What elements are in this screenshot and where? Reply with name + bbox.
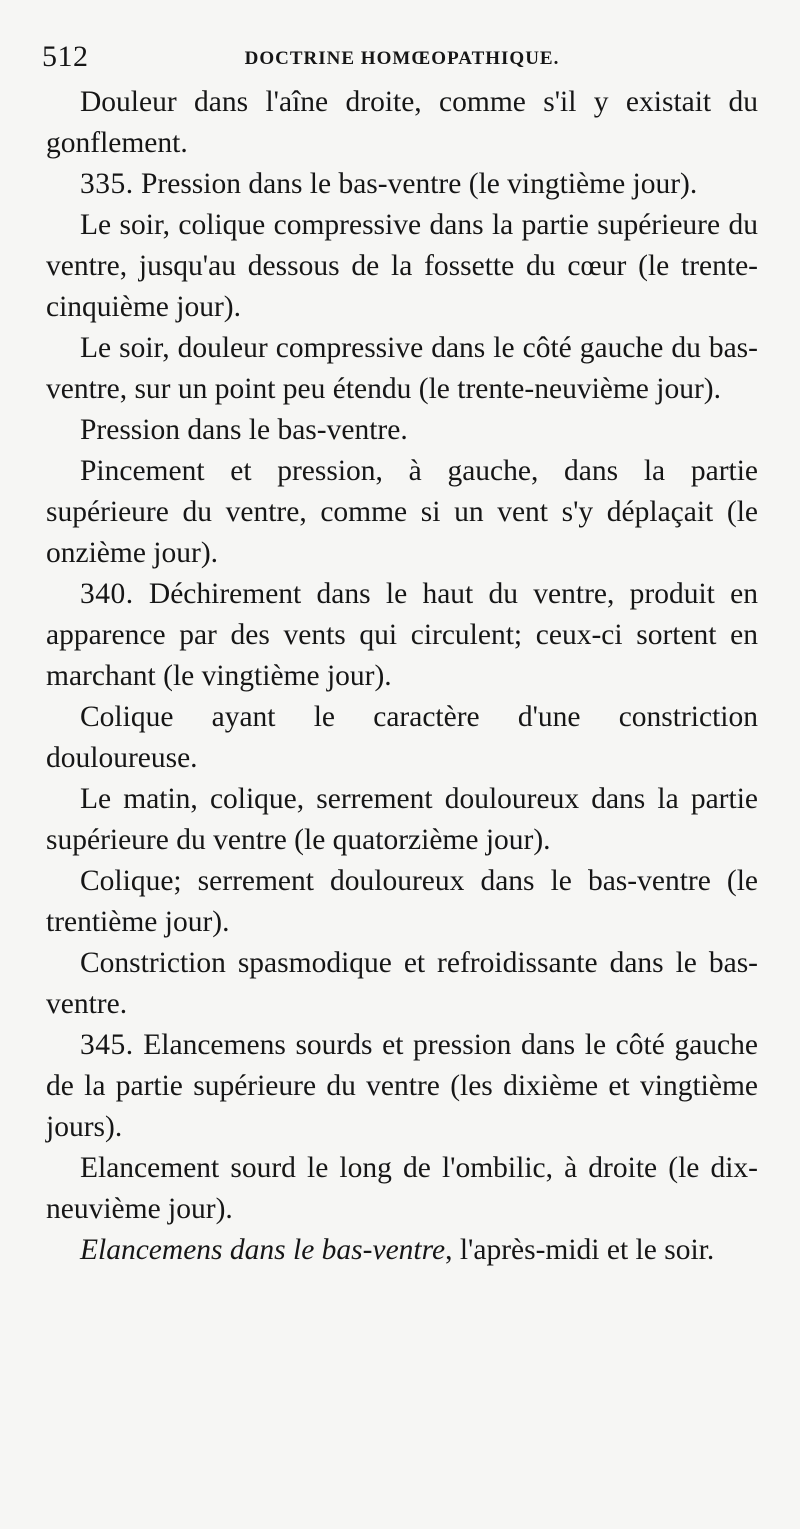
paragraph xyxy=(46,410,758,451)
paragraph-text: Constriction spasmodique et refroidissante dans le bas-ventre. xyxy=(46,947,758,1020)
paragraph-text: Colique; serrement douloureux dans le bas-ventre (le trentième jour). xyxy=(46,865,758,938)
paragraph-text: , l'après-midi et le soir. xyxy=(445,1234,715,1266)
paragraph xyxy=(46,328,758,410)
paragraph xyxy=(46,451,758,574)
paragraph xyxy=(46,164,758,205)
paragraph-number: 335. xyxy=(80,168,134,200)
paragraph xyxy=(46,82,758,164)
paragraph-number: 345. xyxy=(80,1029,134,1061)
paragraph-text: Pression dans le bas-ventre. xyxy=(80,414,408,446)
page-number: 512 xyxy=(42,40,89,73)
paragraph-text: Déchirement dans le haut du ventre, produit en apparence par des vents qui circulent; ceux-ci sortent en marchant (le vingtième jour). xyxy=(46,578,758,692)
paragraph-number: 340. xyxy=(80,578,134,610)
paragraph xyxy=(46,205,758,328)
paragraph xyxy=(46,1230,758,1271)
paragraph-text: Le matin, colique, serrement douloureux dans la partie supérieure du ventre (le quatorzième jour). xyxy=(46,783,758,856)
paragraph-text: Pression dans le bas-ventre (le vingtième jour). xyxy=(141,168,698,200)
running-title: DOCTRINE HOMŒOPATHIQUE. xyxy=(244,48,560,69)
paragraph-text: Le soir, douleur compressive dans le côté gauche du bas-ventre, sur un point peu étendu (le trente-neuvième jour). xyxy=(46,332,758,405)
paragraph-text: Elancement sourd le long de l'ombilic, à droite (le dix-neuvième jour). xyxy=(46,1152,758,1225)
paragraph-text: Douleur dans l'aîne droite, comme s'il y existait du gonflement. xyxy=(46,86,758,159)
paragraph xyxy=(46,1148,758,1230)
paragraph-italic: Elancemens dans le bas-ventre xyxy=(80,1234,446,1266)
page-body xyxy=(46,82,758,1271)
paragraph-text: Elancemens sourds et pression dans le côté gauche de la partie supérieure du ventre (les dixième et vingtième jours). xyxy=(46,1029,758,1143)
paragraph xyxy=(46,861,758,943)
paragraph-text: Le soir, colique compressive dans la partie supérieure du ventre, jusqu'au dessous de la fossette du cœur (le trente-cinquième jour). xyxy=(46,209,758,323)
running-head xyxy=(42,38,758,82)
paragraph-text: Colique ayant le caractère d'une constriction douloureuse. xyxy=(46,701,758,774)
paragraph xyxy=(46,697,758,779)
paragraph-text: Pincement et pression, à gauche, dans la partie supérieure du ventre, comme si un vent s'y déplaçait (le onzième jour). xyxy=(46,455,758,569)
paragraph xyxy=(46,1025,758,1148)
paragraph xyxy=(46,574,758,697)
paragraph xyxy=(46,943,758,1025)
paragraph xyxy=(46,779,758,861)
